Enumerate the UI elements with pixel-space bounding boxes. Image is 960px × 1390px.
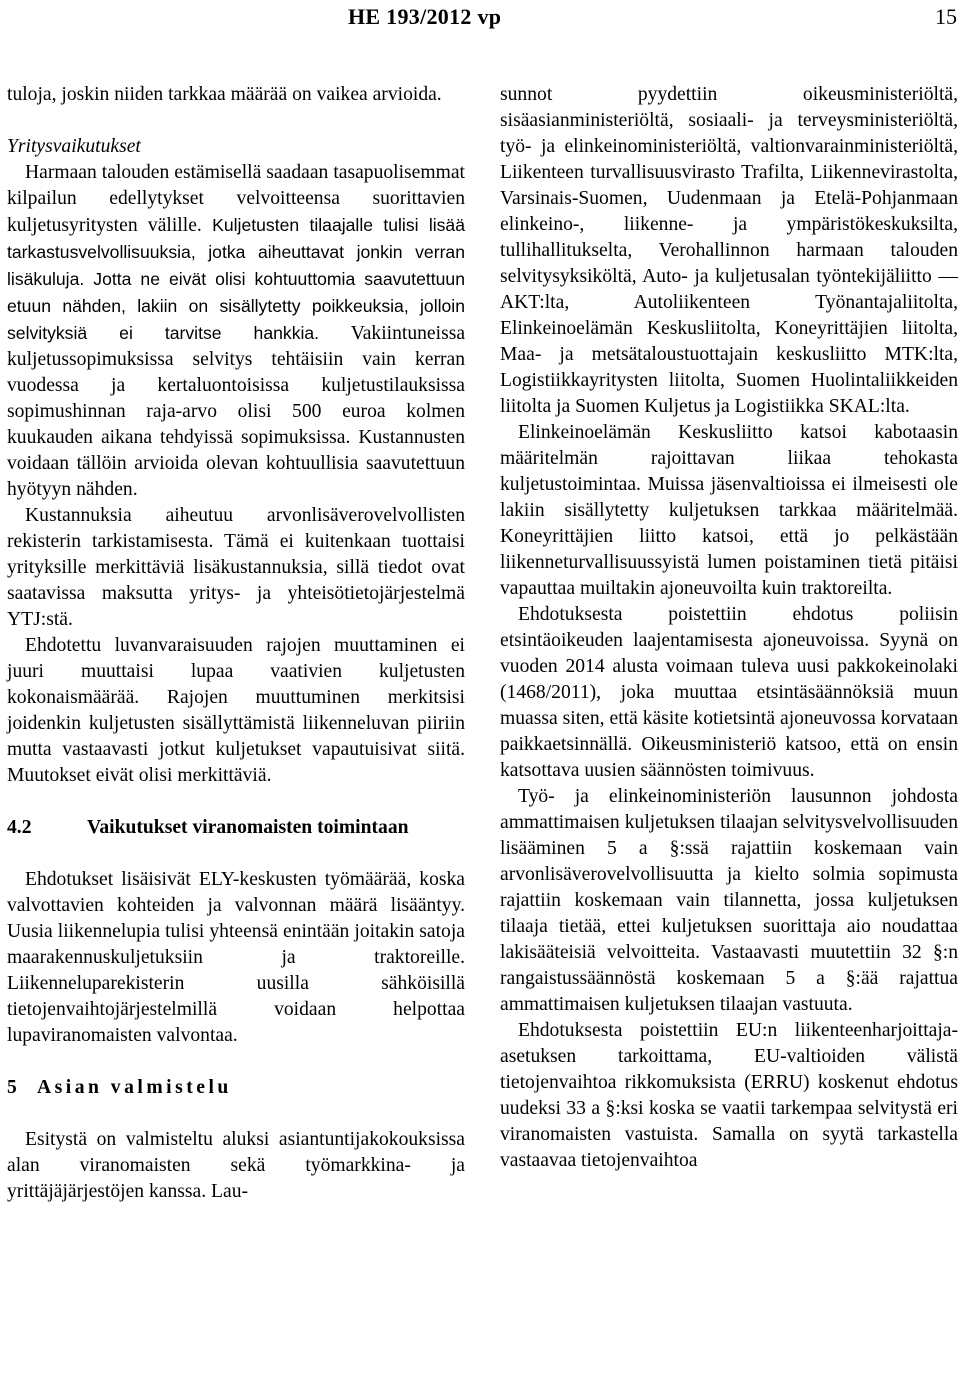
text-segment-sans: Kuljetusten tilaajalle tulisi lisää tarkastusvelvollisuuksia, jotka aiheuttavat jonkin verran lisäkuluja. Jotta ne eivät olisi kohtuuttomia saavutettuun etuun nähden, lakiin on sisällytetty poikkeuksia, jolloin selvityksiä ei tarvitse hankkia.	[7, 215, 466, 343]
paragraph-business-effects	[7, 160, 465, 503]
section-heading-4-2	[7, 815, 465, 841]
page-header	[0, 0, 960, 36]
document-id: HE 193/2012 vp	[348, 4, 502, 29]
section-title: Asian valmistelu	[37, 1077, 232, 1098]
paragraph-ek-view: Elinkeinoelämän Keskusliitto katsoi kabotaasin määritelmän rajoittavan liikaa tehokasta kuljetustoimintaa. Muissa jäsenvaltioissa ei ilmeisesti ole lakiin sisällytetty kuljetuksen tarkkaa määritelmää. Koneyrittäjien liitto katsoi, että jo pelkästään liikenneturvallisuussyistä lumen poistaminen tietä pitäisi vapauttaa muiltakin ajoneuvoilta kuin traktoreilta.	[500, 422, 958, 599]
paragraph-authority-effects: Ehdotukset lisäisivät ELY-keskusten työmäärää, koska valvottavien kohteiden ja valvonnan määrä lisääntyy. Uusia liikennelupia tulisi yhteensä enintään joitakin satoja maarakennuskuljetuksiin ja traktoreille. Liikenneluparekisterin uusilla sähköisillä tietojenvaihtojärjestelmillä voidaan helpottaa lupaviranomaisten valvontaa.	[7, 869, 465, 1046]
section-title: Vaikutukset viranomaisten toimintaan	[87, 817, 409, 838]
paragraph-tem-statement: Työ- ja elinkeinoministeriön lausunnon johdosta ammattimaisen kuljetuksen tilaajan selvitysvelvollisuuden lisääminen 5 a §:ssä rajattiin koskemaan vain arvonlisäverovelvollisuutta ja kielto solmia sopimusta rajattiin koskemaan vain tilannetta, jossa kuljetuksen tilaaja tietää, ettei kuljetuksen suorittaja aio noudattaa lakisääteisiä velvoitteita. Vastaavasti muutettiin 32 §:n rangaistussäännöstä koskemaan 5 a §:ää rajattua ammattimaisen kuljetuksen tilaajan vastuuta.	[500, 786, 958, 1015]
text-segment: Harmaan talouden estämisellä saadaan tasapuolisemmat kilpailun edellytykset velvoitteensa suorittavien kuljetusyritysten välille.	[7, 162, 465, 236]
left-column	[7, 82, 465, 1205]
section-number: 4.2	[7, 817, 32, 838]
section-heading-5	[7, 1075, 465, 1101]
paragraph-erru: Ehdotuksesta poistettiin EU:n liikenteenharjoittaja-asetuksen tarkoittama, EU-valtioiden välistä tietojenvaihtoa rikkomuksista (ERRU) koskenut ehdotus uudeksi 33 a §:ksi koska se vaatii tarkempaa selvitystä eri viranomaisten vastuista. Samalla on syytä tarkastella vastaavaa tietojenvaihtoa	[500, 1020, 958, 1171]
subheading-business-effects: Yritysvaikutukset	[7, 136, 141, 157]
section-number: 5	[7, 1077, 17, 1098]
right-column	[500, 82, 958, 1174]
paragraph-intro: tuloja, joskin niiden tarkkaa määrää on vaikea arvioida.	[7, 84, 442, 105]
text-segment: Vakiintuneissa kuljetussopimuksissa selvitys tehtäisiin vain kerran vuodessa ja kertaluontoisissa kuljetustilauksissa sopimushinnan raja-arvo olisi 500 euroa kolmen kuukauden aikana tehdyissä sopimuksissa. Kustannusten voidaan tällöin arvioida olevan kohtuullisia saavutettuun hyötyyn nähden.	[7, 323, 466, 500]
paragraph-licence-limits: Ehdotettu luvanvaraisuuden rajojen muuttaminen ei juuri muuttaisi lupaa vaativien kuljetusten kokonaismäärää. Rajojen muuttuminen merkitsisi joidenkin kuljetusten sisällyttämistä liikenneluvan piiriin mutta vastaavasti jotkut kuljetukset vapautuisivat siitä. Muutokset eivät olisi merkittäviä.	[7, 635, 465, 786]
page-number: 15	[935, 4, 957, 29]
paragraph-preparation: Esitystä on valmisteltu aluksi asiantuntijakokouksissa alan viranomaisten sekä työmarkkina- ja yrittäjäjärjestöjen kanssa. Lau-	[7, 1129, 465, 1202]
paragraph-statements: sunnot pyydettiin oikeusministeriöltä, sisäasianministeriöltä, sosiaali- ja terveysministeriöltä, työ- ja elinkeinoministeriöltä, valtionvarainministeriöltä, Liikenteen turvallisuusvirasto Trafilta, Liikennevirastolta, Varsinais-Suomen, Uudenmaan ja Etelä-Pohjanmaan elinkeino-, liikenne- ja ympäristökeskuksilta, tullihallitukselta, Verohallinnon harmaan talouden selvitysyksiköltä, Auto- ja kuljetusalan työntekijäliitto — AKT:lta, Autoliikenteen Työnantajaliitolta, Elinkeinoelämän Keskusliitolta, Koneyrittäjien liitolta, Maa- ja metsätaloustuottajain keskusliitto MTK:lta, Logistiikkayritysten liitolta, Suomen Huolintaliikkeiden liitolta ja Suomen Kuljetus ja Logistiikka SKAL:lta.	[500, 84, 958, 417]
paragraph-vat-costs: Kustannuksia aiheutuu arvonlisäverovelvollisten rekisterin tarkistamisesta. Tämä ei kuitenkaan tuottaisi yrityksille merkittäviä lisäkustannuksia, sillä tiedot ovat saatavissa maksutta yritys- ja yhteisötietojärjestelmä YTJ:stä.	[7, 505, 465, 630]
paragraph-search-rights: Ehdotuksesta poistettiin ehdotus poliisin etsintäoikeuden laajentamisesta ajoneuvoissa. Syynä on vuoden 2014 alusta voimaan tuleva uusi pakkokeinolaki (1468/2011), joka muuttaa etsintäsäännöksiä muun muassa siten, että käsite kotietsintä ajoneuvossa korvataan paikkaetsinnällä. Oikeusministeriö katsoo, että on ensin katsottava uusien säännösten toimivuus.	[500, 604, 958, 781]
